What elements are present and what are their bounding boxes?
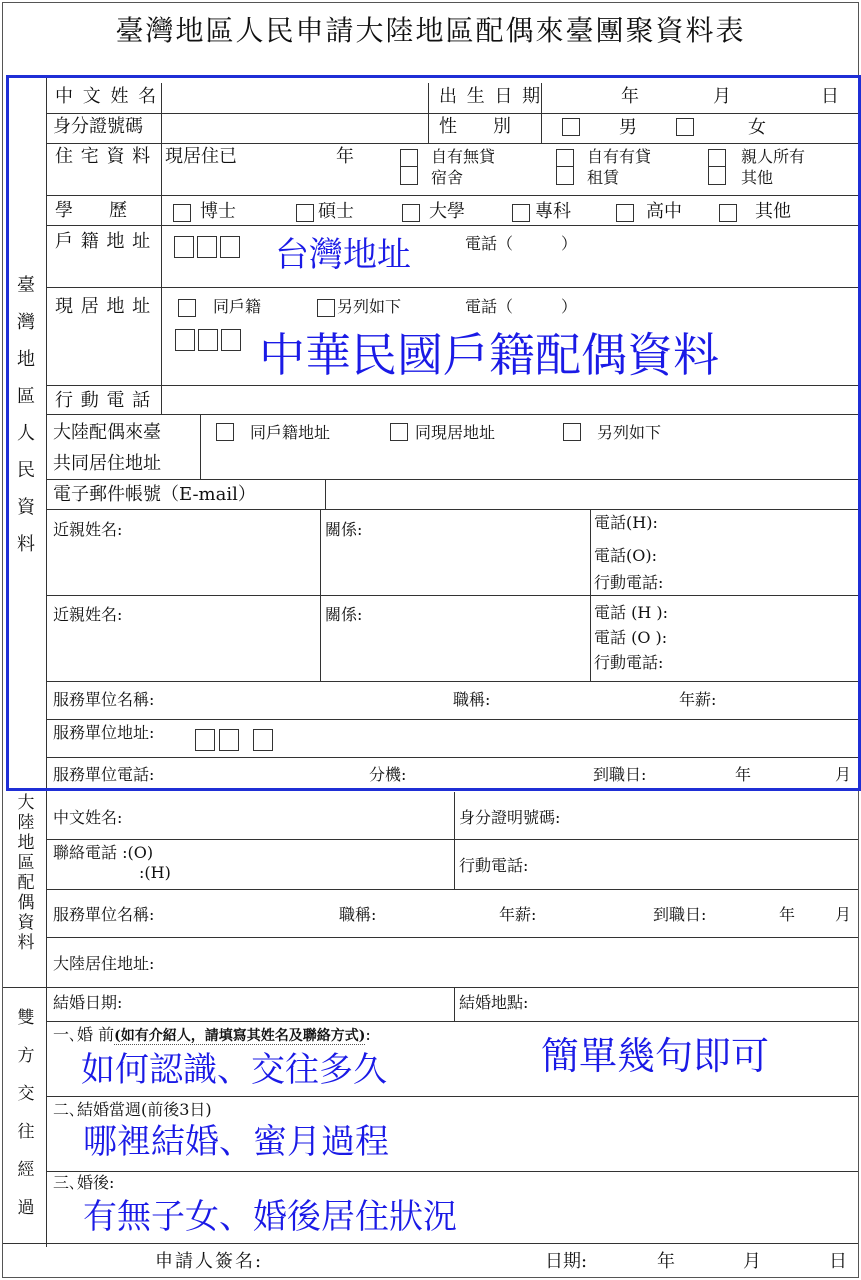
- before-marriage-hint: (如有介紹人，請填寫其姓名及聯絡方式): [114, 1028, 366, 1044]
- mobile-label: 行 動 電 話: [55, 390, 152, 411]
- ml-start-date-label: 到職日:: [653, 905, 707, 924]
- cohabit-same-current-label: 同現居地址: [415, 423, 496, 442]
- cohabit-same-household-checkbox[interactable]: [216, 423, 234, 441]
- side-column-divider: [46, 77, 47, 1247]
- residence-option-other: 其他: [741, 168, 774, 187]
- household-address-label: 戶 籍 地 址: [55, 231, 152, 252]
- edu-college-checkbox[interactable]: [512, 204, 530, 222]
- mobile-field[interactable]: [163, 386, 858, 414]
- relative-1-name-label: 近親姓名:: [53, 520, 123, 539]
- ml-id-label: 身分證明號碼:: [459, 808, 561, 827]
- id-number-field[interactable]: [163, 113, 428, 143]
- residence-option-rent: 租賃: [587, 168, 620, 187]
- birth-date-field[interactable]: [543, 83, 858, 113]
- cohabit-label-line1: 大陸配偶來臺: [53, 422, 161, 443]
- edu-highschool-checkbox[interactable]: [616, 204, 634, 222]
- ml-employer-name-label: 服務單位名稱:: [53, 905, 155, 924]
- footer-day-unit: 日: [829, 1251, 847, 1272]
- cohabit-listed-below-checkbox[interactable]: [563, 423, 581, 441]
- tw-employer-name-label: 服務單位名稱:: [53, 690, 155, 709]
- edu-bachelor-checkbox[interactable]: [402, 204, 420, 222]
- current-zip-box-1[interactable]: [175, 329, 195, 351]
- residence-label: 住 宅 資 料: [55, 146, 152, 167]
- tw-employer-zip-box-1[interactable]: [195, 729, 215, 751]
- gender-female-label: 女: [748, 117, 766, 138]
- residence-option-3-checkbox[interactable]: [708, 149, 726, 185]
- email-label: 電子郵件帳號（E-mail）: [53, 484, 256, 505]
- edu-master-checkbox[interactable]: [296, 204, 314, 222]
- household-address-annotation: 台灣地址: [275, 235, 411, 275]
- ml-mobile-label: 行動電話:: [459, 856, 529, 875]
- household-phone-label: 電話（ ）: [465, 234, 578, 253]
- application-form: [2, 2, 859, 1278]
- chinese-name-label: 中 文 姓 名: [55, 86, 159, 107]
- tw-employer-address-label: 服務單位地址:: [53, 723, 155, 742]
- cohabit-listed-below-label: 另列如下: [597, 423, 662, 442]
- id-number-label: 身分證號碼: [53, 116, 143, 137]
- tw-extension-label: 分機:: [369, 765, 407, 784]
- birth-date-label: 出 生 日 期: [439, 86, 543, 107]
- form-title: 臺灣地區人民申請大陸地區配偶來臺團聚資料表: [115, 14, 746, 47]
- signature-field[interactable]: [303, 1247, 533, 1277]
- edu-highschool-label: 高中: [646, 201, 682, 222]
- cohabit-label-line2: 共同居住地址: [53, 453, 161, 474]
- signature-label: 申請人簽名:: [155, 1251, 264, 1272]
- current-same-household-checkbox[interactable]: [178, 299, 196, 317]
- residence-option-own-no-loan: 自有無貸: [431, 147, 496, 166]
- current-listed-below-checkbox[interactable]: [317, 299, 335, 317]
- birth-month-unit: 月: [713, 86, 731, 107]
- relative-1-phone-o: 電話(O):: [594, 546, 657, 565]
- tw-start-date-label: 到職日:: [593, 765, 647, 784]
- before-marriage-label: 一､婚 前(如有介紹人，請填寫其姓名及聯絡方式):: [53, 1025, 371, 1044]
- ml-start-year-unit: 年: [779, 905, 796, 924]
- relative-2-mobile: 行動電話:: [594, 653, 664, 672]
- before-marriage-annotation: 如何認識、交往多久: [81, 1050, 387, 1090]
- gender-male-label: 男: [619, 117, 637, 138]
- footer-date-label: 日期:: [545, 1251, 588, 1272]
- household-zip-box-2[interactable]: [197, 236, 217, 258]
- residence-years-prefix: 現居住已: [165, 146, 237, 167]
- ml-chinese-name-label: 中文姓名:: [53, 808, 123, 827]
- footer-month-unit: 月: [743, 1251, 761, 1272]
- current-zip-box-3[interactable]: [221, 329, 241, 351]
- education-label: 學 歷: [55, 200, 127, 221]
- edu-phd-checkbox[interactable]: [173, 204, 191, 222]
- current-listed-below-label: 另列如下: [337, 297, 402, 316]
- after-marriage-label: 三､婚後:: [53, 1173, 115, 1192]
- relative-2-phone-o: 電話 (O ):: [594, 628, 668, 647]
- residence-option-relative: 親人所有: [741, 147, 806, 166]
- residence-years-field[interactable]: [253, 146, 333, 168]
- gender-label: 性 別: [439, 116, 511, 137]
- tw-start-year-unit: 年: [735, 765, 752, 784]
- after-marriage-annotation: 有無子女、婚後居住狀況: [83, 1197, 457, 1237]
- residence-option-own-loan: 自有有貸: [587, 147, 652, 166]
- household-zip-box-3[interactable]: [220, 236, 240, 258]
- footer-year-unit: 年: [657, 1251, 675, 1272]
- residence-option-1-checkbox[interactable]: [400, 149, 418, 185]
- chinese-name-field[interactable]: [163, 83, 428, 113]
- residence-option-2-checkbox[interactable]: [556, 149, 574, 185]
- residence-option-dorm: 宿舍: [431, 168, 464, 187]
- marriage-place-label: 結婚地點:: [459, 993, 529, 1012]
- wedding-week-label: 二､結婚當週(前後3日): [53, 1100, 212, 1119]
- edu-other-label: 其他: [755, 201, 791, 222]
- marriage-date-label: 結婚日期:: [53, 993, 123, 1012]
- relationship-side-label: 雙 方 交 往 經 過: [17, 1008, 35, 1218]
- wedding-week-annotation: 哪裡結婚、蜜月過程: [83, 1122, 389, 1162]
- relative-2-name-label: 近親姓名:: [53, 605, 123, 624]
- current-address-annotation: 中華民國戶籍配偶資料: [259, 328, 719, 382]
- taiwan-side-label: 臺 灣 地 區 人 民 資 料: [17, 275, 35, 555]
- cohabit-same-current-checkbox[interactable]: [390, 423, 408, 441]
- relative-1-phone-h: 電話(H):: [594, 513, 658, 532]
- edu-phd-label: 博士: [200, 201, 236, 222]
- gender-female-checkbox[interactable]: [676, 118, 694, 136]
- tw-salary-label: 年薪:: [679, 690, 717, 709]
- edu-bachelor-label: 大學: [429, 201, 465, 222]
- simple-answer-annotation: 簡單幾句即可: [541, 1034, 770, 1078]
- ml-salary-label: 年薪:: [499, 905, 537, 924]
- birth-year-unit: 年: [621, 86, 639, 107]
- relative-2-phone-h: 電話 (H ):: [594, 603, 669, 622]
- relative-1-relation-label: 關係:: [325, 520, 363, 539]
- residence-years-unit: 年: [336, 146, 354, 167]
- cohabit-same-household-label: 同戶籍地址: [250, 423, 331, 442]
- current-phone-label: 電話（ ）: [465, 297, 578, 316]
- tw-job-title-label: 職稱:: [453, 690, 491, 709]
- tw-employer-zip-box-3[interactable]: [253, 729, 273, 751]
- current-address-label: 現 居 地 址: [55, 296, 152, 317]
- mainland-side-label: 大 陸 地 區 配 偶 資 料: [17, 793, 35, 953]
- ml-address-label: 大陸居住地址:: [53, 954, 155, 973]
- email-field[interactable]: [327, 480, 858, 509]
- relative-2-relation-label: 關係:: [325, 605, 363, 624]
- current-same-household-label: 同戶籍: [213, 297, 262, 316]
- tw-start-month-unit: 月: [835, 765, 852, 784]
- ml-start-month-unit: 月: [835, 905, 852, 924]
- tw-employer-zip-box-2[interactable]: [219, 729, 239, 751]
- ml-job-title-label: 職稱:: [339, 905, 377, 924]
- ml-contact-phone-label: 聯絡電話 :(O): [53, 843, 154, 862]
- relative-1-mobile: 行動電話:: [594, 573, 664, 592]
- edu-other-checkbox[interactable]: [719, 204, 737, 222]
- edu-college-label: 專科: [535, 201, 571, 222]
- gender-male-checkbox[interactable]: [562, 118, 580, 136]
- current-zip-box-2[interactable]: [198, 329, 218, 351]
- household-zip-box-1[interactable]: [174, 236, 194, 258]
- ml-contact-phone-h: :(H): [139, 863, 171, 882]
- tw-employer-phone-label: 服務單位電話:: [53, 765, 155, 784]
- edu-master-label: 碩士: [318, 201, 354, 222]
- birth-day-unit: 日: [821, 86, 839, 107]
